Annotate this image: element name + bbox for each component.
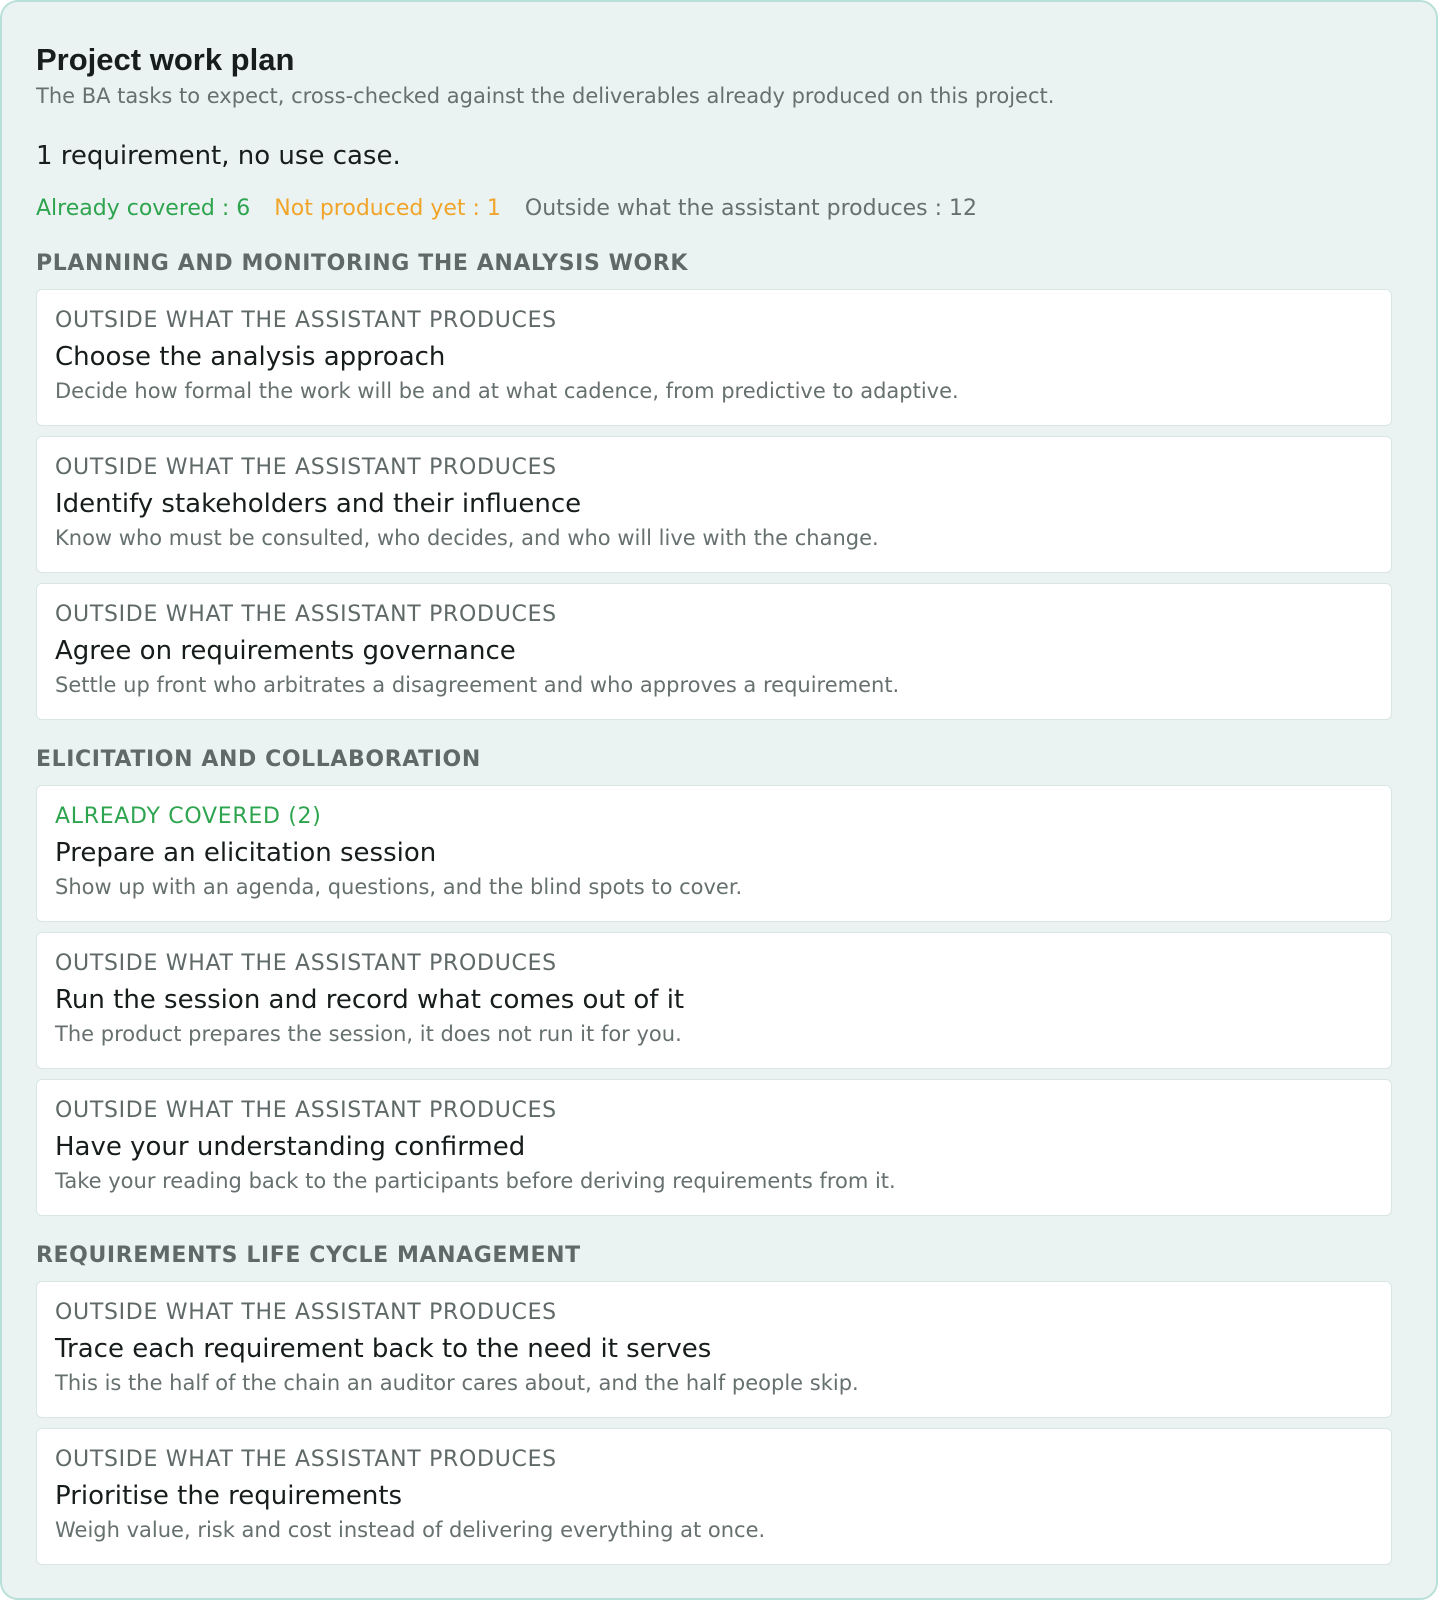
task-status: ALREADY COVERED (2) [55,804,322,829]
count-outside-scope[interactable]: Outside what the assistant produces : 12 [524,196,978,221]
task-card[interactable] [36,436,1392,573]
task-title: Run the session and record what comes out of it [55,985,685,1015]
page-title: Project work plan [36,42,295,77]
task-card[interactable] [36,289,1392,426]
task-title: Prepare an elicitation session [55,838,437,868]
task-description: This is the half of the chain an auditor cares about, and the half people skip. [55,1371,859,1395]
task-description: The product prepares the session, it does not run it for you. [55,1022,682,1046]
task-list-lifecycle [36,1281,1402,1565]
status-counts [36,194,1402,224]
task-status: OUTSIDE WHAT THE ASSISTANT PRODUCES [55,1098,557,1123]
count-not-produced-yet[interactable]: Not produced yet : 1 [274,196,501,221]
task-description: Know who must be consulted, who decides, and who will live with the change. [55,526,879,550]
task-list-elicitation [36,785,1402,1216]
task-list-planning [36,289,1402,720]
task-description: Show up with an agenda, questions, and the blind spots to cover. [55,875,743,899]
count-already-covered[interactable]: Already covered : 6 [36,196,251,221]
task-title: Identify stakeholders and their influence [55,489,582,519]
task-title: Agree on requirements governance [55,636,516,666]
task-card[interactable] [36,1079,1392,1216]
task-card[interactable] [36,932,1392,1069]
task-description: Take your reading back to the participants before deriving requirements from it. [55,1169,896,1193]
task-status: OUTSIDE WHAT THE ASSISTANT PRODUCES [55,455,557,480]
section-title-planning: PLANNING AND MONITORING THE ANALYSIS WORK [36,251,689,276]
task-status: OUTSIDE WHAT THE ASSISTANT PRODUCES [55,1447,557,1472]
task-title: Choose the analysis approach [55,342,446,372]
task-card[interactable] [36,785,1392,922]
task-description: Weigh value, risk and cost instead of delivering everything at once. [55,1518,766,1542]
task-card[interactable] [36,1281,1392,1418]
task-title: Have your understanding confirmed [55,1132,526,1162]
task-title: Prioritise the requirements [55,1481,403,1511]
task-status: OUTSIDE WHAT THE ASSISTANT PRODUCES [55,308,557,333]
task-card[interactable] [36,1428,1392,1565]
task-status: OUTSIDE WHAT THE ASSISTANT PRODUCES [55,1300,557,1325]
task-status: OUTSIDE WHAT THE ASSISTANT PRODUCES [55,602,557,627]
page-subtitle: The BA tasks to expect, cross-checked against the deliverables already produced on this project. [36,84,1055,108]
task-status: OUTSIDE WHAT THE ASSISTANT PRODUCES [55,951,557,976]
task-description: Settle up front who arbitrates a disagreement and who approves a requirement. [55,673,900,697]
section-title-lifecycle: REQUIREMENTS LIFE CYCLE MANAGEMENT [36,1243,581,1268]
project-summary: 1 requirement, no use case. [36,141,401,171]
task-description: Decide how formal the work will be and at what cadence, from predictive to adaptive. [55,379,959,403]
task-title: Trace each requirement back to the need it serves [55,1334,712,1364]
task-card[interactable] [36,583,1392,720]
section-title-elicitation: ELICITATION AND COLLABORATION [36,747,481,772]
